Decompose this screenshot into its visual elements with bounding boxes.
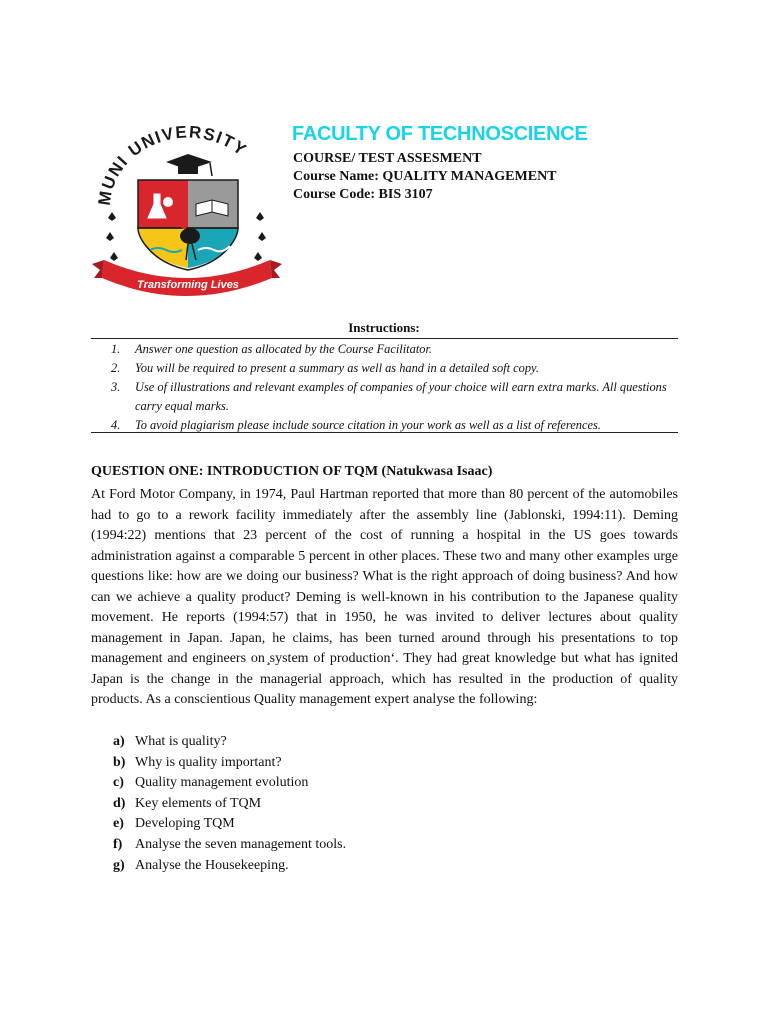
- instruction-number: 1.: [111, 342, 121, 356]
- instructions-top-rule: [91, 338, 678, 339]
- instruction-number: 4.: [111, 418, 121, 432]
- logo-arc-text: MUNI UNIVERSITY: [94, 122, 251, 207]
- item-text: What is quality?: [135, 734, 227, 749]
- question-title: QUESTION ONE: INTRODUCTION OF TQM (Natukwasa Isaac): [91, 464, 493, 479]
- item-text: Developing TQM: [135, 816, 235, 832]
- item-letter: b): [113, 754, 126, 770]
- faculty-title: FACULTY OF TECHNOSCIENCE: [292, 123, 588, 145]
- university-logo: [88, 118, 284, 300]
- instruction-number: 2.: [111, 361, 121, 375]
- course-code: Course Code: BIS 3107: [293, 187, 433, 202]
- instruction-text: To avoid plagiarism please include source citation in your work as well as a list of references.: [135, 418, 601, 432]
- item-letter: f): [113, 836, 123, 852]
- item-letter: d): [113, 795, 126, 811]
- item-letter: c): [113, 775, 124, 791]
- item-text: Key elements of TQM: [135, 795, 262, 811]
- course-name: Course Name: QUALITY MANAGEMENT: [293, 169, 557, 184]
- item-text: Analyse the seven management tools.: [135, 836, 347, 852]
- list-item: [91, 773, 678, 794]
- list-item: [91, 856, 678, 877]
- muni-university-crest: [88, 118, 284, 300]
- list-item: [91, 794, 678, 815]
- item-text: Analyse the Housekeeping.: [135, 857, 289, 873]
- instruction-item: [91, 378, 678, 416]
- item-text: Quality management evolution: [135, 775, 309, 791]
- instruction-text: Answer one question as allocated by the Course Facilitator.: [135, 342, 432, 356]
- item-letter: e): [113, 816, 124, 832]
- list-item: [91, 753, 678, 774]
- instructions-heading: Instructions:: [348, 320, 420, 335]
- assessment-title: COURSE/ TEST ASSESMENT: [293, 151, 482, 166]
- instruction-item: [91, 359, 678, 378]
- item-letter: g): [113, 857, 125, 873]
- item-letter: a): [113, 734, 125, 749]
- instruction-text: You will be required to present a summary as well as hand in a detailed soft copy.: [135, 361, 539, 375]
- list-item: [91, 732, 678, 753]
- instruction-number: 3.: [111, 380, 121, 394]
- list-item: [91, 835, 678, 856]
- question-body: At Ford Motor Company, in 1974, Paul Hartman reported that more than 80 percent of the automobiles had to go to a rework facility immediately after the assembly line (Jablonski, 1994:11). Deming (1994:22) mentions that 23 percent of the cost of running a hospital in the US goes towards administration against a comparable 5 percent in other places. These two and many other examples urge questions like: how are we doing our business? What is the right approach of doing business? And how can we achieve a quality product? Deming is well-known in his contribution to the Japanese quality movement. He reports (1994:57) that in 1950, he was invited to deliver lectures about quality management in Japan. Japan, he claims, has been turned around through his presentations to top management and engineers on ̧system of production‘. They had great knowledge but what has ignited Japan is the change in the managerial approach, which has resulted in the production of quality products. As a conscientious Quality management expert analyse the following:: [91, 487, 678, 707]
- item-text: Why is quality important?: [135, 754, 282, 770]
- instruction-item: [91, 340, 678, 359]
- question-subitems: [91, 732, 678, 876]
- instructions-list: [91, 340, 678, 435]
- list-item: [91, 814, 678, 835]
- logo-ribbon-text: Transforming Lives: [137, 279, 239, 291]
- instructions-bottom-rule: [91, 432, 678, 433]
- instruction-text: Use of illustrations and relevant examples of companies of your choice will earn extra marks. All questions carry equal marks.: [135, 380, 667, 413]
